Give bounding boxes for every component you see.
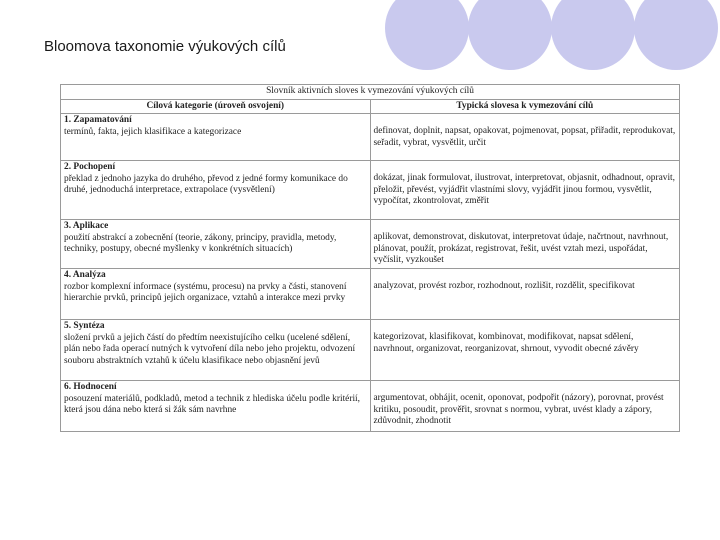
category-cell — [61, 381, 371, 432]
category-cell — [61, 161, 371, 220]
category-cell — [61, 220, 371, 269]
decorative-circle-1 — [385, 0, 469, 70]
taxonomy-table — [60, 84, 680, 432]
category-label: 2. Pochopení — [64, 162, 116, 173]
verbs-cell: aplikovat, demonstrovat, diskutovat, interpretovat údaje, načrtnout, navrhnout, plánovat, použít, prokázat, registrovat, řešit, uvést vztah mezi, uspořádat, vyčíslit, vyzkoušet — [370, 220, 680, 269]
category-description: termínů, fakta, jejich klasifikace a kategorizace — [64, 126, 242, 137]
category-cell — [61, 320, 371, 381]
table-row — [61, 220, 680, 269]
table-row — [61, 114, 680, 161]
decorative-circle-2 — [468, 0, 552, 70]
verbs-cell: definovat, doplnit, napsat, opakovat, pojmenovat, popsat, přiřadit, reprodukovat, seřadit, vybrat, vysvětlit, určit — [370, 114, 680, 161]
table-row — [61, 161, 680, 220]
category-description: složení prvků a jejich částí do předtím neexistujícího celku (ucelené sdělení, plán nebo řada operací nutných k vytvoření díla nebo jeho projektu, odvození souboru abstraktních vztahů k účelu klasifikace nebo objasnění jevů — [64, 332, 356, 366]
table-row — [61, 381, 680, 432]
category-label: 6. Hodnocení — [64, 382, 117, 393]
slide-title: Bloomova taxonomie výukových cílů — [44, 38, 286, 55]
table-row — [61, 269, 680, 320]
category-description: posouzení materiálů, podkladů, metod a technik z hlediska účelu podle kritérií, která jsou dána nebo která si žák sám navrhne — [64, 393, 361, 416]
table-row — [61, 320, 680, 381]
category-description: překlad z jednoho jazyka do druhého, převod z jedné formy komunikace do druhé, jednoduchá interpretace, extrapolace (vysvětlení) — [64, 173, 348, 196]
category-label: 1. Zapamatování — [64, 115, 132, 126]
category-label: 3. Aplikace — [64, 221, 109, 232]
decorative-circle-4 — [634, 0, 718, 70]
header-verbs: Typická slovesa k vymezování cílů — [370, 99, 680, 114]
category-cell — [61, 269, 371, 320]
taxonomy-table-container — [60, 84, 680, 432]
header-category: Cílová kategorie (úroveň osvojení) — [61, 99, 371, 114]
category-description: rozbor komplexní informace (systému, procesu) na prvky a části, stanovení hierarchie prvků, principů jejich organizace, vztahů a interakce mezi prvky — [64, 281, 347, 304]
verbs-cell: kategorizovat, klasifikovat, kombinovat, modifikovat, napsat sdělení, navrhnout, organizovat, reorganizovat, shrnout, vyvodit obecné závěry — [370, 320, 680, 381]
verbs-cell: dokázat, jinak formulovat, ilustrovat, interpretovat, objasnit, odhadnout, opravit, přeložit, převést, vyjádřit vlastními slovy, vyjádřit jinou formou, vysvětlit, vypočítat, zkontrolovat, změřit — [370, 161, 680, 220]
category-cell — [61, 114, 371, 161]
verbs-cell: argumentovat, obhájit, ocenit, oponovat, podpořit (názory), porovnat, provést kritiku, posoudit, prověřit, srovnat s normou, vybrat, uvést klady a zápory, zdůvodnit, zhodnotit — [370, 381, 680, 432]
verbs-cell: analyzovat, provést rozbor, rozhodnout, rozlišit, rozdělit, specifikovat — [370, 269, 680, 320]
decorative-circle-3 — [551, 0, 635, 70]
category-description: použití abstrakcí a zobecnění (teorie, zákony, principy, pravidla, metody, techniky, postupy, obecné myšlenky v konkrétních situacích) — [64, 232, 337, 255]
table-caption: Slovník aktivních sloves k vymezování výukových cílů — [61, 85, 680, 100]
category-label: 5. Syntéza — [64, 321, 105, 332]
category-label: 4. Analýza — [64, 270, 106, 281]
